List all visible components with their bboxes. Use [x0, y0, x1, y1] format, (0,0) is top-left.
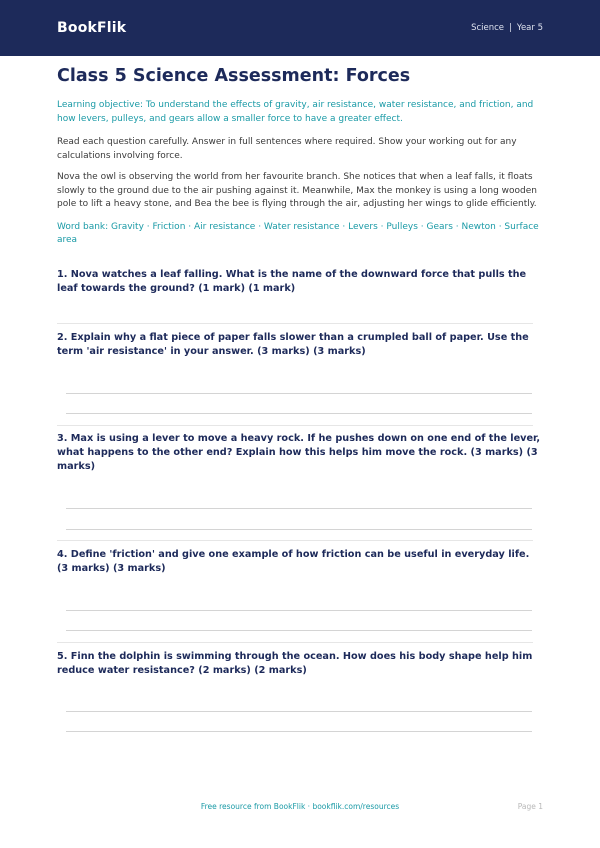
year-label: Year 5 [516, 23, 543, 33]
footer-resource: Free resource from BookFlik · bookflik.com/resources [200, 802, 400, 811]
scenario-text: Nova the owl is observing the world from her favourite branch. She notices that when a leaf falls, it floats slowly to the ground due to the air pushing against it. Meanwhile, Max the monkey is using a long wooden pole to lift a heavy stone, and Bea the bee is flying through the air, adjusting her wings to glide efficiently. [57, 172, 538, 209]
subject-year-meta [471, 23, 543, 33]
question-4: 4. Define 'friction' and give one example of how friction can be useful in everyday life. (3 marks) (3 marks) [57, 549, 530, 574]
question-2: 2. Explain why a flat piece of paper falls slower than a crumpled ball of paper. Use the term 'air resistance' in your answer. (3 marks) (3 marks) [57, 332, 529, 357]
word-bank: Word bank: Gravity · Friction · Air resistance · Water resistance · Levers · Pulleys · Gears · Newton · Surface area [57, 221, 539, 245]
brand-logo: BookFlik [57, 20, 127, 36]
answer-line[interactable] [66, 711, 532, 712]
subject-label: Science [471, 23, 505, 33]
answer-line[interactable] [66, 529, 532, 530]
answer-line[interactable] [66, 731, 532, 732]
intro-section [57, 64, 543, 248]
answer-line[interactable] [66, 508, 532, 509]
header-bar [0, 0, 600, 56]
answer-line[interactable] [66, 630, 532, 631]
page-title: Class 5 Science Assessment: Forces [57, 66, 411, 86]
page-number: Page 1 [517, 802, 543, 811]
instructions: Read each question carefully. Answer in full sentences where required. Show your working out for any calculations involving force. [57, 137, 517, 161]
answer-line[interactable] [66, 610, 532, 611]
question-separator [57, 642, 533, 643]
question-5: 5. Finn the dolphin is swimming through the ocean. How does his body shape help him reduce water resistance? (2 marks) (2 marks) [57, 651, 533, 676]
question-3: 3. Max is using a lever to move a heavy rock. If he pushes down on one end of the lever, what happens to the other end? Explain how this helps him move the rock. (3 marks) (3 marks) [57, 433, 541, 472]
question-separator [57, 323, 533, 324]
question-1: 1. Nova watches a leaf falling. What is the name of the downward force that pulls the leaf towards the ground? (1 mark) (1 mark) [57, 269, 527, 294]
learning-objective: Learning objective: To understand the effects of gravity, air resistance, water resistance, and friction, and how levers, pulleys, and gears allow a smaller force to have a greater effect. [57, 100, 534, 124]
question-separator [57, 425, 533, 426]
answer-line[interactable] [66, 413, 532, 414]
meta-separator: | [509, 23, 512, 33]
answer-line[interactable] [66, 393, 532, 394]
question-separator [57, 540, 533, 541]
